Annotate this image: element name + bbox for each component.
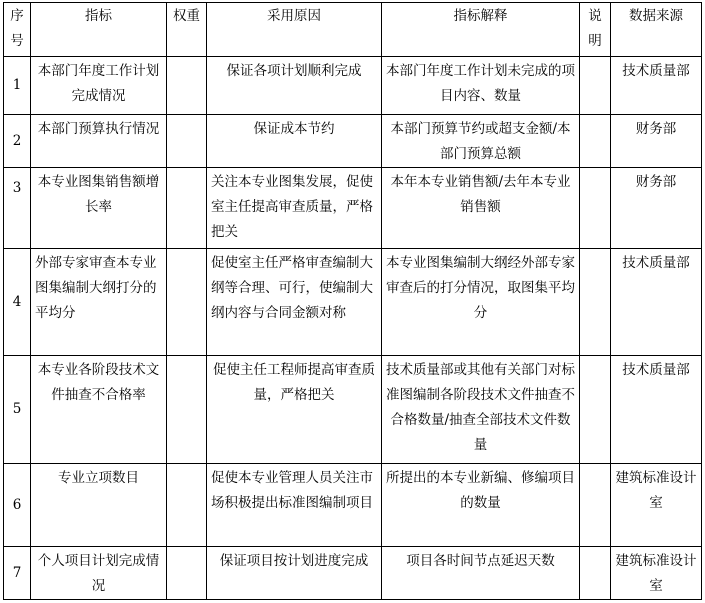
row-indicator: 本部门预算执行情况 xyxy=(31,115,167,168)
row-reason: 促使室主任严格审查编制大纲等合理、可行，使编制大纲内容与合同金额对称 xyxy=(207,249,382,356)
row-reason: 保证成本节约 xyxy=(207,115,382,168)
header-indicator: 指标 xyxy=(31,3,167,57)
row-note xyxy=(580,115,611,168)
table-header-row xyxy=(4,3,702,57)
row-weight xyxy=(167,168,207,249)
row-note xyxy=(580,547,611,600)
row-explanation: 本年本专业销售额/去年本专业销售额 xyxy=(382,168,580,249)
row-no: 7 xyxy=(4,547,31,600)
row-weight xyxy=(167,57,207,115)
row-no: 6 xyxy=(4,464,31,547)
row-explanation: 本专业图集编制大纲经外部专家审查后的打分情况，取图集平均分 xyxy=(382,249,580,356)
row-indicator: 本专业各阶段技术文件抽查不合格率 xyxy=(31,356,167,464)
row-explanation: 项目各时间节点延迟天数 xyxy=(382,547,580,600)
header-source: 数据来源 xyxy=(611,3,702,57)
row-explanation: 本部门预算节约或超支金额/本部门预算总额 xyxy=(382,115,580,168)
row-weight xyxy=(167,547,207,600)
row-no: 4 xyxy=(4,249,31,356)
row-weight xyxy=(167,356,207,464)
row-no: 2 xyxy=(4,115,31,168)
row-indicator: 本专业图集销售额增长率 xyxy=(31,168,167,249)
row-note xyxy=(580,168,611,249)
header-note: 说明 xyxy=(580,3,611,57)
header-weight: 权重 xyxy=(167,3,207,57)
table-row xyxy=(4,249,702,356)
table-row xyxy=(4,464,702,547)
row-weight xyxy=(167,115,207,168)
row-source: 技术质量部 xyxy=(611,356,702,464)
kpi-indicator-table xyxy=(3,2,702,600)
header-reason: 采用原因 xyxy=(207,3,382,57)
row-source: 技术质量部 xyxy=(611,249,702,356)
row-explanation: 本部门年度工作计划未完成的项目内容、数量 xyxy=(382,57,580,115)
row-indicator: 专业立项数目 xyxy=(31,464,167,547)
table-row xyxy=(4,356,702,464)
row-reason: 保证各项计划顺利完成 xyxy=(207,57,382,115)
table-row xyxy=(4,547,702,600)
row-weight xyxy=(167,464,207,547)
header-explanation: 指标解释 xyxy=(382,3,580,57)
table-row xyxy=(4,115,702,168)
row-no: 5 xyxy=(4,356,31,464)
row-indicator: 外部专家审查本专业图集编制大纲打分的平均分 xyxy=(31,249,167,356)
row-note xyxy=(580,356,611,464)
row-reason: 促使本专业管理人员关注市场积极提出标准图编制项目 xyxy=(207,464,382,547)
row-source: 建筑标准设计室 xyxy=(611,464,702,547)
row-no: 1 xyxy=(4,57,31,115)
row-no: 3 xyxy=(4,168,31,249)
row-explanation: 技术质量部或其他有关部门对标准图编制各阶段技术文件抽查不合格数量/抽查全部技术文件数量 xyxy=(382,356,580,464)
row-note xyxy=(580,464,611,547)
row-note xyxy=(580,249,611,356)
row-reason: 促使主任工程师提高审查质量，严格把关 xyxy=(207,356,382,464)
row-note xyxy=(580,57,611,115)
row-indicator: 个人项目计划完成情况 xyxy=(31,547,167,600)
row-reason: 关注本专业图集发展，促使室主任提高审查质量，严格把关 xyxy=(207,168,382,249)
row-weight xyxy=(167,249,207,356)
row-indicator: 本部门年度工作计划完成情况 xyxy=(31,57,167,115)
row-source: 财务部 xyxy=(611,115,702,168)
row-source: 技术质量部 xyxy=(611,57,702,115)
table-row xyxy=(4,57,702,115)
table-row xyxy=(4,168,702,249)
row-explanation: 所提出的本专业新编、修编项目的数量 xyxy=(382,464,580,547)
row-reason: 保证项目按计划进度完成 xyxy=(207,547,382,600)
header-no: 序号 xyxy=(4,3,31,57)
row-source: 财务部 xyxy=(611,168,702,249)
row-source: 建筑标准设计室 xyxy=(611,547,702,600)
